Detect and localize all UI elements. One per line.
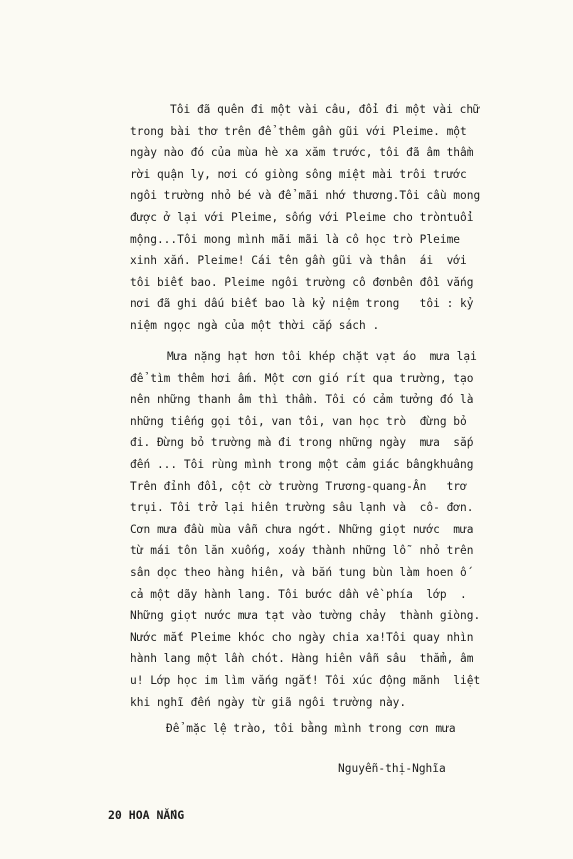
text-line: Trên đỉnh đồi, cột cờ trường Trương-quang-Ân trơ [130, 479, 467, 493]
text-line: xinh xắn. Pleime! Cái tên gần gũi và thân ái với [130, 254, 467, 268]
text-line: khi nghĩ đến ngày từ giã ngôi trường này. [130, 695, 407, 709]
text-line: Những giọt nước mưa tạt vào tường chảy thành giòng. [130, 609, 481, 623]
text-line: từ mái tôn lăn xuống, xoáy thành những lỗ nhỏ trên [130, 544, 474, 558]
text-line: trụi. Tôi trở lại hiên trường sâu lạnh và cô- đơn. [130, 501, 474, 515]
text-line: tôi biết bao. Pleime ngôi trường cô đơnbên đồi vắng [130, 275, 474, 289]
text-line: cả một dãy hành lang. Tôi bước dần về phía lớp . [130, 587, 467, 601]
text-line: Cơn mưa đầu mùa vẫn chưa ngớt. Những giọt nước mưa [130, 522, 474, 536]
text-line: Tôi đã quên đi một vài câu, đổi đi một vài chữ [170, 103, 480, 116]
text-line: sân dọc theo hàng hiên, và bắn tung bùn làm hoen ố [130, 566, 467, 579]
text-line: niệm ngọc ngà của một thời cắp sách . [130, 319, 380, 332]
text-line: rời quận ly, nơi có giòng sông miệt mài trôi trước [130, 167, 467, 181]
closing-line: Để mặc lệ trào, tôi bằng mình trong cơn mưa [166, 722, 456, 735]
page-footer: 20 HOA NẮNG [108, 808, 185, 822]
text-line: u! Lớp học im lìm vắng ngắt! Tôi xúc động mãnh liệt [130, 674, 481, 687]
text-line: mộng...Tôi mong mình mãi mãi là cô học trò Pleime [130, 232, 461, 246]
text-line: nên những thanh âm thì thầm. Tôi có cảm tưởng đó là [130, 393, 474, 407]
text-line: để tìm thêm hơi ấm. Một cơn gió rít qua trường, tạo [130, 371, 474, 385]
text-line: ngày nào đó của mùa hè xa xăm trước, tôi đã âm thầm [130, 146, 474, 160]
text-line: trong bài thơ trên để thêm gần gũi với Pleime. một [130, 124, 467, 138]
text-line: được ở lại với Pleime, sống với Pleime cho tròntuổi [130, 211, 474, 224]
text-line: những tiếng gọi tôi, van tôi, van học trò đừng bỏ [130, 414, 467, 428]
text-line: Nước mắt Pleime khóc cho ngày chia xa!Tôi quay nhìn [130, 630, 474, 644]
author-signature: Nguyễn-thị-Nghĩa [338, 762, 446, 775]
text-line: nơi đã ghi dấu biết bao là kỷ niệm trong tôi : kỷ [130, 297, 474, 311]
text-line: đi. Đừng bỏ trường mà đi trong những ngày mưa sắp [130, 436, 474, 450]
text-line: đến ... Tôi rùng mình trong một cảm giác bângkhuâng [130, 458, 474, 471]
text-line: Mưa nặng hạt hơn tôi khép chặt vạt áo mưa lại [167, 350, 477, 363]
text-line: ngôi trường nhỏ bé và để mãi nhớ thương.Tôi cầu mong [130, 189, 481, 203]
text-line: hành lang một lần chót. Hàng hiên vẫn sâu thẳm, âm [130, 652, 474, 666]
